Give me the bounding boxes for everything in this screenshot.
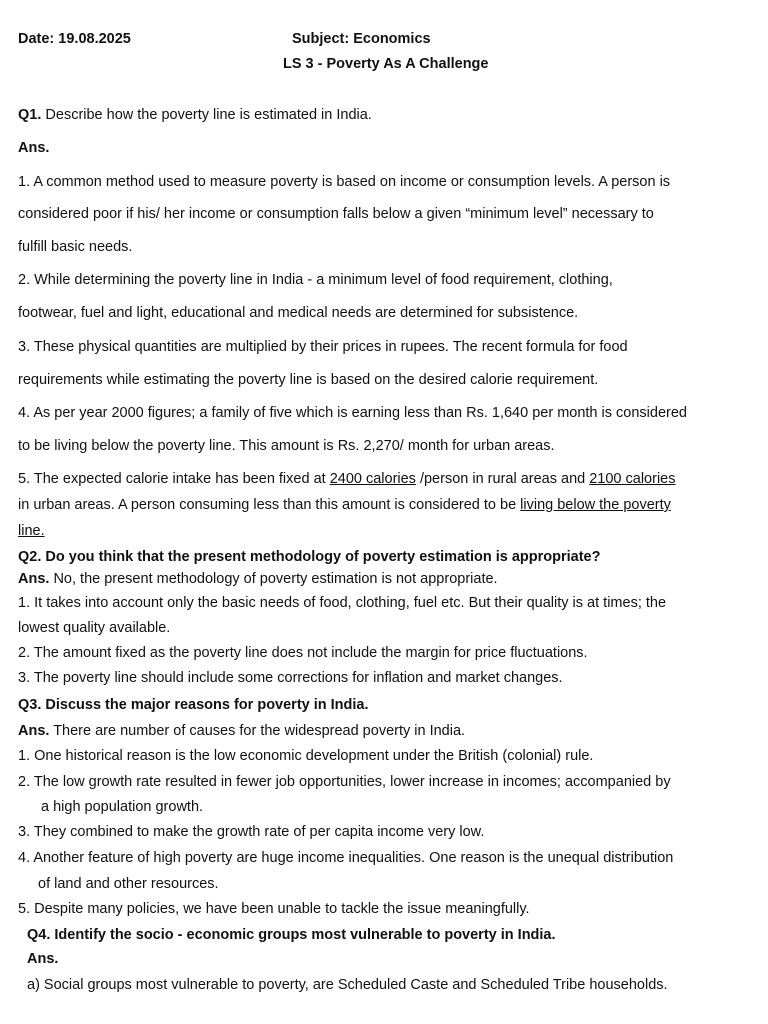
q3-question: Q3. Discuss the major reasons for poverty in India. bbox=[18, 697, 369, 713]
q2-line: 2. The amount fixed as the poverty line does not include the margin for price fluctuations. bbox=[18, 645, 588, 661]
q2-line: 3. The poverty line should include some corrections for inflation and market changes. bbox=[18, 670, 563, 686]
q4-question: Q4. Identify the socio - economic groups most vulnerable to poverty in India. bbox=[27, 927, 556, 943]
q2-question: Q2. Do you think that the present methodology of poverty estimation is appropriate? bbox=[18, 549, 601, 565]
q1-question: Q1. Describe how the poverty line is estimated in India. bbox=[18, 107, 372, 123]
q1-line: 3. These physical quantities are multiplied by their prices in rupees. The recent formula for food bbox=[18, 339, 628, 355]
q1-line: considered poor if his/ her income or consumption falls below a given “minimum level” necessary to bbox=[18, 206, 654, 222]
q3-line: 4. Another feature of high poverty are huge income inequalities. One reason is the unequal distribution bbox=[18, 850, 674, 866]
date-label: Date: 19.08.2025 bbox=[18, 31, 131, 47]
q1-line: requirements while estimating the poverty line is based on the desired calorie requirement. bbox=[18, 372, 599, 388]
q4-ans-label: Ans. bbox=[27, 951, 59, 967]
q3-line: 2. The low growth rate resulted in fewer job opportunities, lower increase in incomes; accompanied by bbox=[18, 774, 671, 790]
q3-line: a high population growth. bbox=[41, 799, 204, 815]
q1-point-5-cont: in urban areas. A person consuming less than this amount is considered to be living below the poverty bbox=[18, 497, 671, 513]
q3-line: 5. Despite many policies, we have been unable to tackle the issue meaningfully. bbox=[18, 901, 530, 917]
q1-line: 2. While determining the poverty line in India - a minimum level of food requirement, clothing, bbox=[18, 272, 613, 288]
q2-line: lowest quality available. bbox=[18, 620, 171, 636]
q3-line: 3. They combined to make the growth rate of per capita income very low. bbox=[18, 824, 485, 840]
q4-line: a) Social groups most vulnerable to poverty, are Scheduled Caste and Scheduled Tribe households. bbox=[27, 977, 668, 993]
q2-line: 1. It takes into account only the basic needs of food, clothing, fuel etc. But their quality is at times; the bbox=[18, 595, 667, 611]
subject-label: Subject: Economics bbox=[292, 31, 431, 47]
q1-line: to be living below the poverty line. This amount is Rs. 2,270/ month for urban areas. bbox=[18, 438, 555, 454]
q1-point-5-end: line. bbox=[18, 523, 45, 539]
q1-line: 1. A common method used to measure poverty is based on income or consumption levels. A person is bbox=[18, 174, 671, 190]
q1-point-5: 5. The expected calorie intake has been fixed at 2400 calories /person in rural areas and 2100 calories bbox=[18, 471, 676, 487]
lesson-title: LS 3 - Poverty As A Challenge bbox=[283, 56, 489, 72]
q3-answer: Ans. There are number of causes for the widespread poverty in India. bbox=[18, 723, 466, 739]
q1-line: fulfill basic needs. bbox=[18, 239, 133, 255]
q3-line: 1. One historical reason is the low economic development under the British (colonial) rule. bbox=[18, 748, 594, 764]
q3-line: of land and other resources. bbox=[38, 876, 219, 892]
q1-ans-label: Ans. bbox=[18, 140, 50, 156]
q1-line: footwear, fuel and light, educational and medical needs are determined for subsistence. bbox=[18, 305, 579, 321]
q1-line: 4. As per year 2000 figures; a family of five which is earning less than Rs. 1,640 per month is considered bbox=[18, 405, 687, 421]
q2-answer: Ans. No, the present methodology of poverty estimation is not appropriate. bbox=[18, 571, 498, 587]
